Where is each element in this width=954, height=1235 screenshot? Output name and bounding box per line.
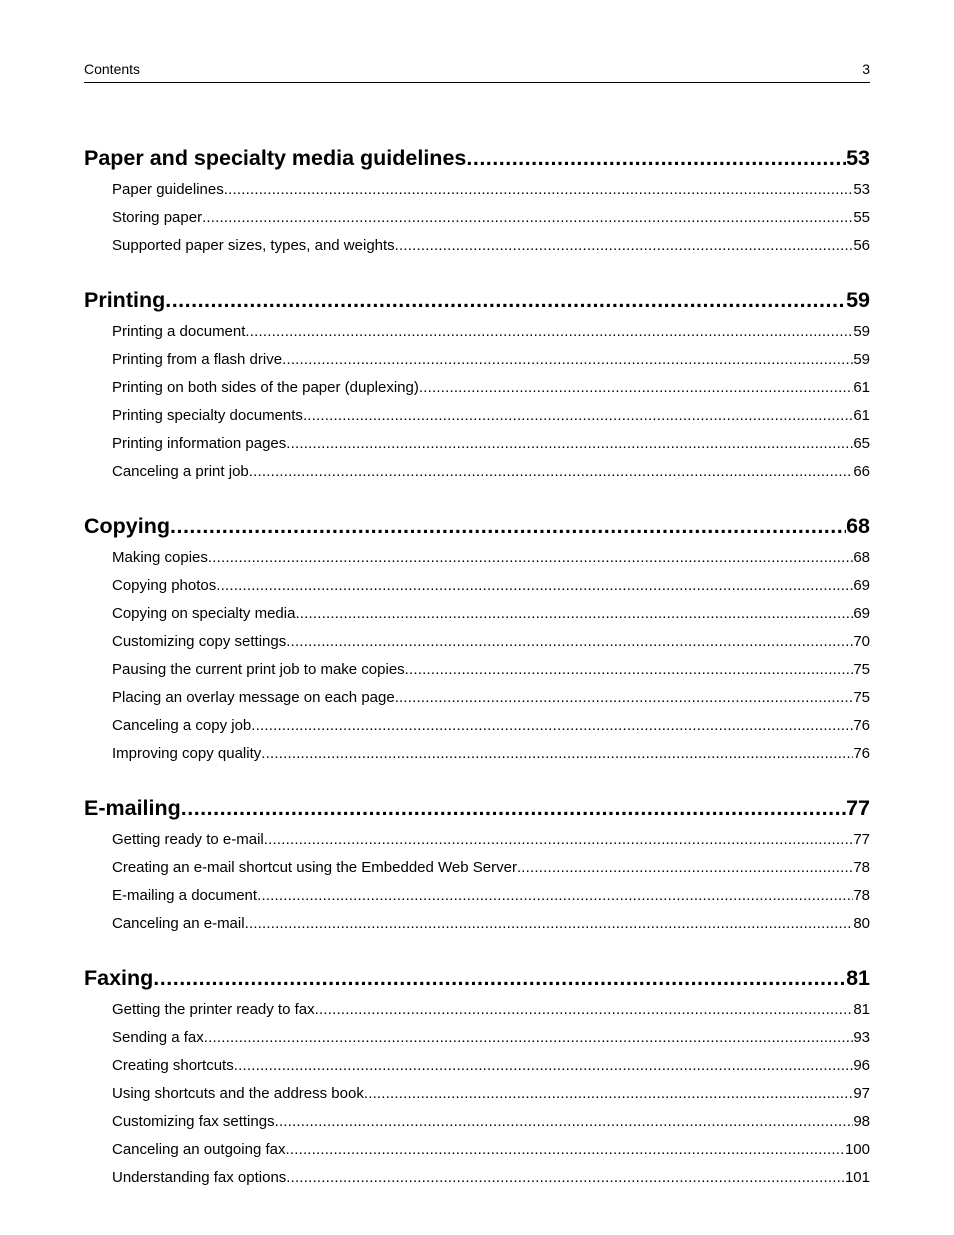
- toc-entry-link[interactable]: [84, 346, 870, 374]
- toc-entry-link[interactable]: [84, 600, 870, 628]
- entry-title: Storing paper: [112, 209, 203, 226]
- entry-page-number: 76: [853, 717, 870, 734]
- dot-leader: [249, 458, 854, 486]
- entry-page-number: 59: [853, 323, 870, 340]
- toc-chapter-link[interactable]: [84, 960, 870, 996]
- entry-title: E-mailing a document: [112, 887, 258, 904]
- toc-chapter-link[interactable]: [84, 282, 870, 318]
- dot-leader: [282, 346, 853, 374]
- entry-title: Understanding fax options: [112, 1169, 287, 1186]
- toc-entry-link[interactable]: [84, 996, 870, 1024]
- chapter-page-number: 53: [846, 146, 870, 170]
- entry-page-number: 61: [853, 379, 870, 396]
- toc-section: [84, 282, 870, 486]
- chapter-page-number: 77: [846, 796, 870, 820]
- entry-title: Canceling a print job: [112, 463, 249, 480]
- entry-title: Copying photos: [112, 577, 217, 594]
- entry-title: Customizing copy settings: [112, 633, 287, 650]
- toc-entry-link[interactable]: [84, 684, 870, 712]
- dot-leader: [216, 572, 853, 600]
- entry-title: Improving copy quality: [112, 745, 262, 762]
- toc-entry-link[interactable]: [84, 628, 870, 656]
- toc-entry-link[interactable]: [84, 882, 870, 910]
- dot-leader: [264, 826, 854, 854]
- entry-page-number: 61: [853, 407, 870, 424]
- entry-page-number: 101: [844, 1169, 870, 1186]
- dot-leader: [286, 1164, 845, 1192]
- section-spacer: [84, 768, 870, 790]
- entry-page-number: 81: [853, 1001, 870, 1018]
- entry-page-number: 68: [853, 549, 870, 566]
- entry-title: Placing an overlay message on each page: [112, 689, 395, 706]
- dot-leader: [364, 1080, 853, 1108]
- header-section-title: Contents: [84, 61, 141, 77]
- toc-entry-link[interactable]: [84, 402, 870, 430]
- chapter-title: Faxing: [84, 966, 154, 990]
- toc-chapter-link[interactable]: [84, 140, 870, 176]
- toc-entry-link[interactable]: [84, 458, 870, 486]
- table-of-contents: [84, 140, 870, 1192]
- entry-page-number: 70: [853, 633, 870, 650]
- dot-leader: [202, 204, 853, 232]
- toc-entry-link[interactable]: [84, 1164, 870, 1192]
- entry-title: Sending a fax: [112, 1029, 204, 1046]
- entry-title: Printing from a flash drive: [112, 351, 283, 368]
- section-spacer: [84, 938, 870, 960]
- entry-title: Pausing the current print job to make copies: [112, 661, 405, 678]
- entry-page-number: 53: [853, 181, 870, 198]
- dot-leader: [395, 684, 854, 712]
- section-spacer: [84, 486, 870, 508]
- entry-title: Printing information pages: [112, 435, 287, 452]
- chapter-page-number: 68: [846, 514, 870, 538]
- dot-leader: [208, 544, 853, 572]
- toc-entry-link[interactable]: [84, 204, 870, 232]
- dot-leader: [234, 1052, 854, 1080]
- entry-title: Canceling a copy job: [112, 717, 252, 734]
- toc-entry-link[interactable]: [84, 176, 870, 204]
- entry-title: Copying on specialty media: [112, 605, 296, 622]
- toc-entry-link[interactable]: [84, 740, 870, 768]
- entry-title: Supported paper sizes, types, and weights: [112, 237, 395, 254]
- toc-entry-link[interactable]: [84, 430, 870, 458]
- toc-entry-link[interactable]: [84, 1052, 870, 1080]
- entry-page-number: 69: [853, 605, 870, 622]
- entry-title: Creating shortcuts: [112, 1057, 234, 1074]
- entry-page-number: 78: [853, 887, 870, 904]
- entry-title: Getting the printer ready to fax: [112, 1001, 315, 1018]
- entry-page-number: 78: [853, 859, 870, 876]
- dot-leader: [405, 656, 854, 684]
- entry-page-number: 93: [853, 1029, 870, 1046]
- toc-entry-link[interactable]: [84, 1108, 870, 1136]
- section-spacer: [84, 260, 870, 282]
- toc-entry-link[interactable]: [84, 232, 870, 260]
- entry-title: Getting ready to e-mail: [112, 831, 264, 848]
- entry-title: Printing on both sides of the paper (duplexing): [112, 379, 419, 396]
- entry-page-number: 98: [853, 1113, 870, 1130]
- entry-title: Customizing fax settings: [112, 1113, 275, 1130]
- chapter-title: Paper and specialty media guidelines: [84, 146, 467, 170]
- dot-leader: [395, 232, 854, 260]
- toc-entry-link[interactable]: [84, 572, 870, 600]
- toc-chapter-link[interactable]: [84, 508, 870, 544]
- entry-page-number: 56: [853, 237, 870, 254]
- page-header: [84, 58, 870, 83]
- entry-title: Canceling an outgoing fax: [112, 1141, 286, 1158]
- toc-section: [84, 790, 870, 938]
- chapter-page-number: 81: [846, 966, 870, 990]
- dot-leader: [165, 282, 846, 318]
- entry-title: Creating an e-mail shortcut using the Embedded Web Server: [112, 859, 517, 876]
- entry-title: Canceling an e-mail: [112, 915, 245, 932]
- entry-page-number: 76: [853, 745, 870, 762]
- toc-entry-link[interactable]: [84, 826, 870, 854]
- dot-leader: [257, 882, 853, 910]
- entry-page-number: 66: [853, 463, 870, 480]
- entry-page-number: 55: [853, 209, 870, 226]
- dot-leader: [286, 430, 853, 458]
- dot-leader: [181, 790, 846, 826]
- dot-leader: [251, 712, 853, 740]
- toc-entry-link[interactable]: [84, 712, 870, 740]
- toc-chapter-link[interactable]: [84, 790, 870, 826]
- toc-section: [84, 140, 870, 260]
- dot-leader: [285, 1136, 845, 1164]
- dot-leader: [245, 910, 854, 938]
- entry-page-number: 100: [844, 1141, 870, 1158]
- dot-leader: [275, 1108, 854, 1136]
- dot-leader: [170, 508, 846, 544]
- toc-entry-link[interactable]: [84, 656, 870, 684]
- entry-title: Printing a document: [112, 323, 246, 340]
- entry-page-number: 75: [853, 661, 870, 678]
- dot-leader: [204, 1024, 854, 1052]
- toc-entry-link[interactable]: [84, 910, 870, 938]
- dot-leader: [286, 628, 853, 656]
- entry-title: Making copies: [112, 549, 208, 566]
- toc-entry-link[interactable]: [84, 1136, 870, 1164]
- toc-section: [84, 508, 870, 768]
- entry-page-number: 97: [853, 1085, 870, 1102]
- toc-entry-link[interactable]: [84, 1080, 870, 1108]
- entry-page-number: 59: [853, 351, 870, 368]
- chapter-title: Printing: [84, 288, 166, 312]
- toc-entry-link[interactable]: [84, 544, 870, 572]
- dot-leader: [517, 854, 853, 882]
- dot-leader: [261, 740, 853, 768]
- toc-entry-link[interactable]: [84, 318, 870, 346]
- dot-leader: [315, 996, 854, 1024]
- entry-page-number: 96: [853, 1057, 870, 1074]
- dot-leader: [419, 374, 853, 402]
- dot-leader: [303, 402, 853, 430]
- toc-entry-link[interactable]: [84, 854, 870, 882]
- dot-leader: [153, 960, 846, 996]
- entry-page-number: 77: [853, 831, 870, 848]
- chapter-title: Copying: [84, 514, 170, 538]
- header-page-number: 3: [862, 61, 870, 77]
- dot-leader: [466, 140, 846, 176]
- entry-title: Paper guidelines: [112, 181, 224, 198]
- toc-entry-link[interactable]: [84, 374, 870, 402]
- toc-entry-link[interactable]: [84, 1024, 870, 1052]
- dot-leader: [295, 600, 853, 628]
- dot-leader: [245, 318, 853, 346]
- entry-page-number: 80: [853, 915, 870, 932]
- chapter-page-number: 59: [846, 288, 870, 312]
- entry-title: Using shortcuts and the address book: [112, 1085, 364, 1102]
- chapter-title: E-mailing: [84, 796, 181, 820]
- dot-leader: [224, 176, 854, 204]
- entry-page-number: 75: [853, 689, 870, 706]
- entry-title: Printing specialty documents: [112, 407, 303, 424]
- entry-page-number: 65: [853, 435, 870, 452]
- toc-section: [84, 960, 870, 1192]
- entry-page-number: 69: [853, 577, 870, 594]
